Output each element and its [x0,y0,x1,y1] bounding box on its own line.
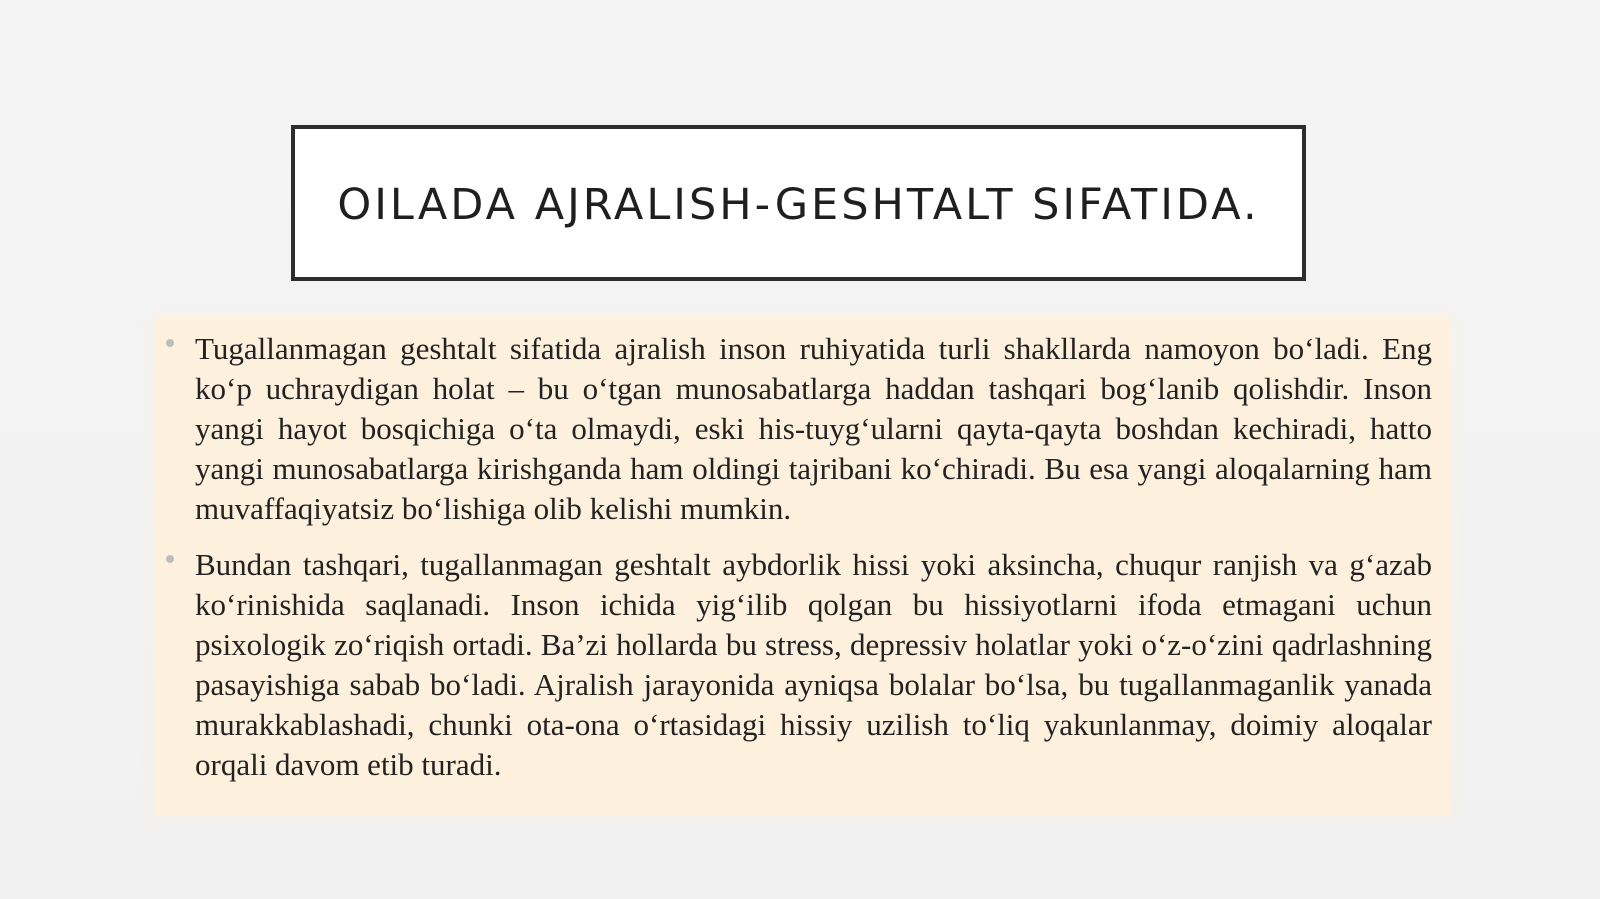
bullet-text: Tugallanmagan geshtalt sifatida ajralish inson ruhiyatida turli shakllarda namoyon bo‘ladi. Eng ko‘p uchraydigan holat – bu o‘tgan munosabatlarga haddan tashqari bog‘lanib qolishdir. Inson yangi hayot bosqichiga o‘ta olmaydi, eski his-tuyg‘ularni qayta-qayta boshdan kechiradi, hatto yangi munosabatlarga kirishganda ham oldingi tajribani ko‘chiradi. Bu esa yangi aloqalarning ham muvaffaqiyatsiz bo‘lishiga olib kelishi mumkin. [195,331,1432,526]
bullet-dot-icon [166,555,174,563]
title-box [291,125,1306,281]
bullet-text: Bundan tashqari, tugallanmagan geshtalt aybdorlik hissi yoki aksincha, chuqur ranjish va g‘azab ko‘rinishida saqlanadi. Inson ichida yig‘ilib qolgan bu hissiyotlarni ifoda etmagani uchun psixologik zo‘riqish ortadi. Ba’zi hollarda bu stress, depressiv holatlar yoki o‘z-o‘zini qadrlashning pasayishiga sabab bo‘ladi. Ajralish jarayonida ayniqsa bolalar bo‘lsa, bu tugallanmaganlik yanada murakkablashadi, chunki ota-ona o‘rtasidagi hissiy uzilish to‘liq yakunlanmay, doimiy aloqalar orqali davom etib turadi. [195,547,1432,782]
slide-title: OILADA AJRALISH-GESHTALT SIFATIDA. [337,179,1260,230]
bullet-list [195,329,1432,801]
bullet-item [195,545,1432,785]
bullet-dot-icon [166,339,174,347]
bullet-item [195,329,1432,529]
